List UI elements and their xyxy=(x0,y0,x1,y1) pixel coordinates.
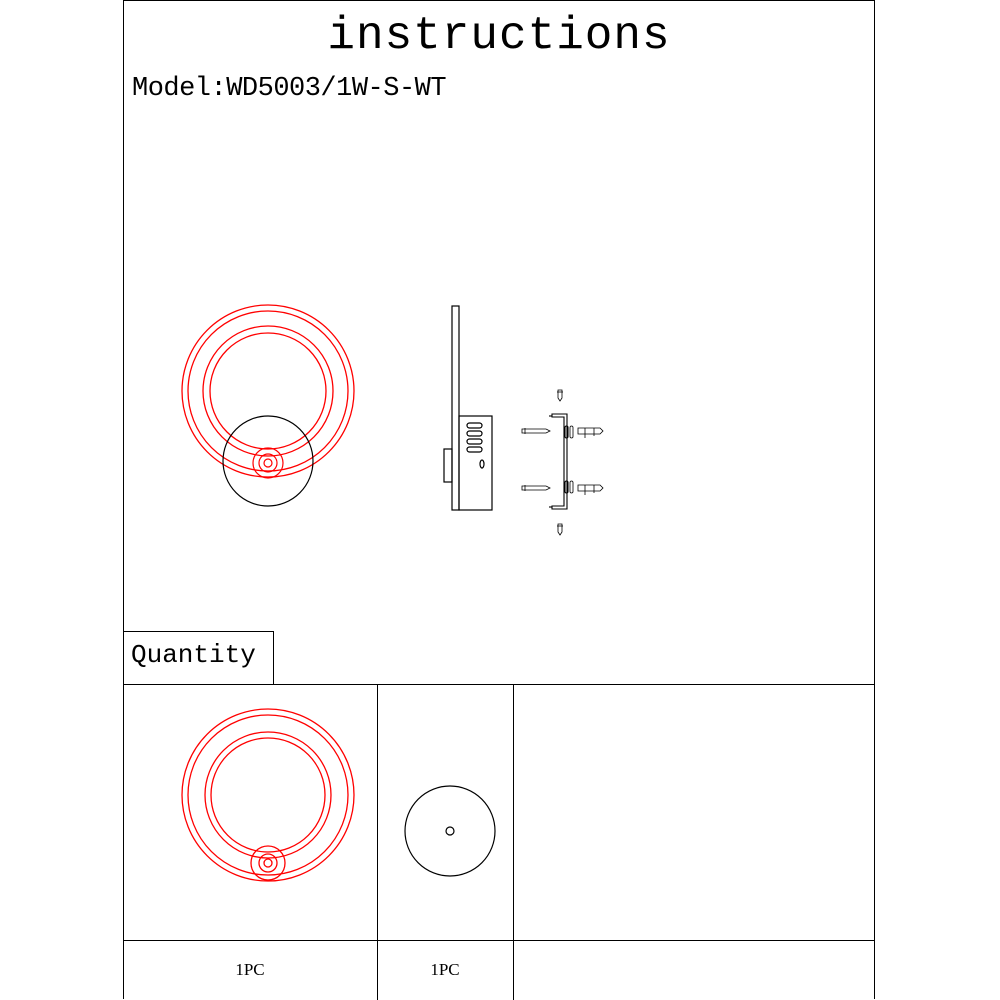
model-number: Model:WD5003/1W-S-WT xyxy=(132,74,447,104)
quantity-count-base: 1PC xyxy=(430,960,460,979)
quantity-ring-lamp xyxy=(182,709,354,881)
quantity-mounting-base xyxy=(405,786,495,876)
page-title: instructions xyxy=(327,10,671,62)
quantity-count-ring: 1PC xyxy=(235,960,265,979)
quantity-label: Quantity xyxy=(131,640,256,670)
